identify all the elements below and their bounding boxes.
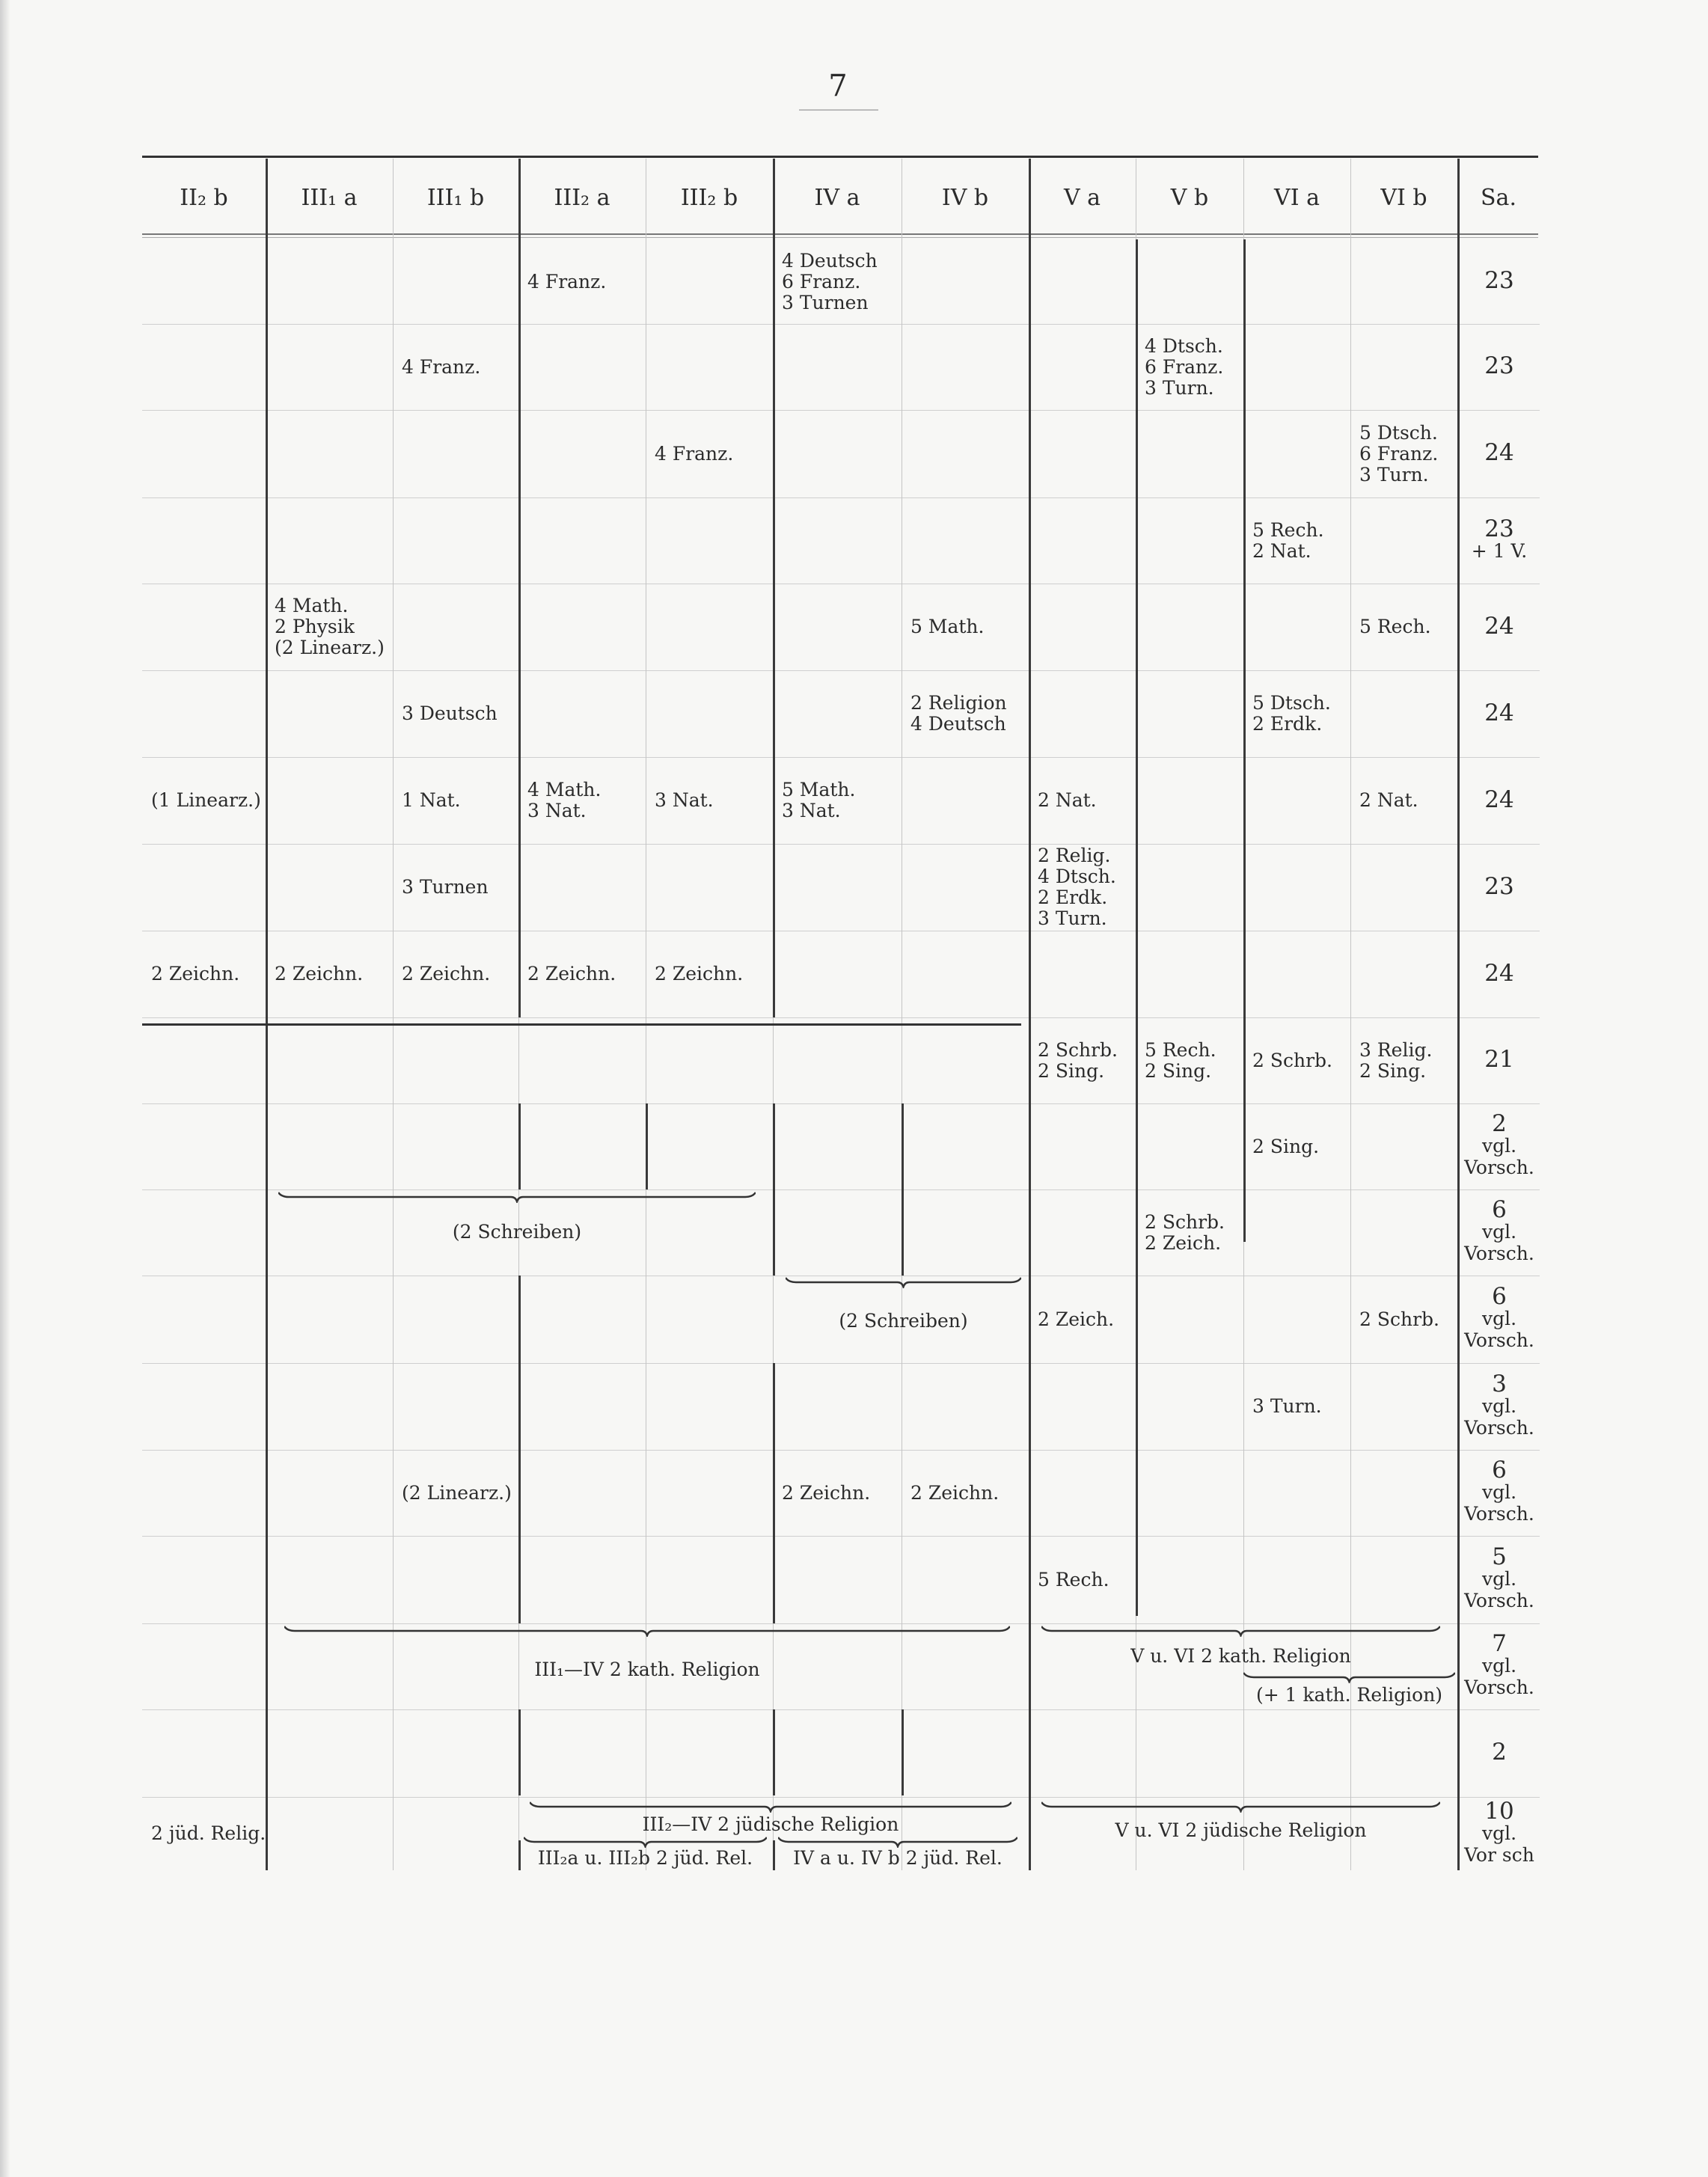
row-separator [142, 324, 1540, 325]
sum-note: vgl. [1481, 1221, 1517, 1243]
row-separator [142, 670, 1540, 671]
column-header: IV a [814, 185, 860, 211]
entry-line: 6 Franz. [782, 270, 861, 293]
sum-value: 5 [1492, 1543, 1507, 1570]
column-header: III₁ b [426, 185, 485, 211]
row-sum [1459, 439, 1540, 466]
grouping-brace [778, 1836, 1017, 1848]
sum-note: vgl. [1481, 1135, 1517, 1157]
entry-line: (2 Linearz.) [402, 1481, 512, 1504]
schedule-entry [1359, 423, 1438, 486]
entry-line: 3 Turn. [1252, 1395, 1322, 1417]
grouping-brace [278, 1191, 756, 1203]
schedule-entry [402, 357, 480, 378]
row-sum [1459, 352, 1540, 379]
page-edge-shadow [0, 0, 10, 2177]
row-sum [1459, 699, 1540, 726]
entry-line: 2 Zeichn. [655, 963, 744, 985]
sum-value: 23 [1484, 872, 1514, 900]
sum-value: 24 [1484, 612, 1514, 640]
entry-line: (1 Linearz.) [151, 789, 261, 811]
entry-line: 2 Zeich. [1145, 1231, 1222, 1254]
entry-line: 2 Zeichn. [151, 963, 240, 985]
schedule-entry [1038, 845, 1116, 929]
row-sum [1459, 1196, 1540, 1264]
sum-value: 24 [1484, 439, 1514, 466]
entry-line: 2 Sing. [1359, 1059, 1427, 1082]
schedule-entry [655, 790, 714, 811]
row-separator [142, 1450, 1540, 1451]
table-top-rule [142, 156, 1538, 158]
column-separator [393, 159, 394, 1870]
spanning-entry-label: III₂—IV 2 jüdische Religion [642, 1813, 899, 1835]
column-rule [1243, 239, 1246, 1242]
entry-line: 4 Dtsch. [1145, 334, 1223, 357]
schedule-entry [402, 703, 498, 724]
row-separator [142, 1017, 1540, 1018]
entry-line: 2 jüd. Relig. [151, 1822, 266, 1844]
schedule-entry [527, 780, 601, 821]
column-header: VI b [1380, 185, 1427, 211]
sum-value: 24 [1484, 786, 1514, 813]
schedule-entry [1359, 616, 1431, 637]
entry-line: 2 Schrb. [1038, 1038, 1118, 1061]
schedule-entry [782, 1483, 870, 1504]
spanning-entry-label: III₁—IV 2 kath. Religion [534, 1659, 760, 1680]
row-sum [1459, 267, 1540, 294]
column-rule [646, 1103, 648, 1189]
entry-line: 2 Zeichn. [910, 1481, 1000, 1504]
spanning-entry-label: V u. VI 2 kath. Religion [1130, 1645, 1351, 1667]
schedule-entry [527, 964, 616, 985]
entry-line: 4 Franz. [655, 442, 734, 465]
column-rule [1457, 159, 1460, 1870]
spanning-entry-label: (2 Schreiben) [839, 1310, 968, 1332]
sum-note: vgl. [1481, 1568, 1517, 1590]
entry-line: 2 Erdk. [1038, 887, 1108, 908]
sum-note: vgl. [1481, 1481, 1517, 1503]
schedule-entry [1252, 1396, 1322, 1417]
sum-note: Vorsch. [1464, 1590, 1534, 1611]
schedule-entry [1038, 1040, 1118, 1082]
column-rule [773, 1103, 775, 1276]
sum-value: 3 [1492, 1370, 1507, 1397]
entry-line: 4 Math. [275, 595, 349, 616]
schedule-entry [402, 877, 489, 898]
row-sum [1459, 1457, 1540, 1525]
spanning-entry-label: (+ 1 kath. Religion) [1255, 1684, 1443, 1706]
row-sum [1459, 959, 1540, 987]
spanning-entry-label: III₂a u. III₂b 2 jüd. Rel. [537, 1847, 753, 1869]
column-rule [902, 1709, 904, 1795]
sum-value: 24 [1484, 959, 1514, 987]
column-header: V a [1063, 185, 1101, 211]
schedule-entry [275, 595, 385, 658]
grouping-brace [524, 1836, 767, 1848]
entry-line: 2 Nat. [1038, 789, 1097, 811]
sum-value: 23 [1484, 515, 1514, 542]
row-sum [1459, 1110, 1540, 1178]
entry-line: 5 Rech. [1252, 518, 1324, 541]
entry-line: 3 Nat. [527, 800, 587, 821]
entry-line: 2 Zeichn. [782, 1481, 871, 1504]
entry-line: 3 Deutsch [402, 702, 498, 724]
row-separator [142, 1797, 1540, 1798]
sum-value: 6 [1492, 1457, 1507, 1484]
row-sum [1459, 786, 1540, 813]
column-header: V b [1170, 185, 1209, 211]
schedule-entry [910, 1483, 999, 1504]
row-separator [142, 1536, 1540, 1537]
entry-line: 1 Nat. [402, 789, 461, 811]
entry-line: 2 Schrb. [1252, 1049, 1332, 1071]
entry-line: 2 Schrb. [1359, 1308, 1439, 1330]
column-rule [518, 159, 521, 1017]
sum-note: vgl. [1481, 1308, 1517, 1329]
header-bottom-rule-2 [142, 237, 1538, 238]
column-rule [518, 1103, 521, 1189]
column-rule [1136, 239, 1138, 1616]
row-separator [142, 1103, 1540, 1104]
grouping-brace [1243, 1671, 1455, 1683]
sum-note: Vorsch. [1464, 1157, 1534, 1178]
schedule-entry [275, 964, 363, 985]
entry-line: 2 Zeich. [1038, 1308, 1115, 1330]
sum-value: 23 [1484, 352, 1514, 379]
column-separator [1350, 159, 1351, 1870]
grouping-brace [530, 1801, 1011, 1813]
column-rule [266, 159, 268, 1870]
schedule-entry [151, 1823, 266, 1844]
sum-note: Vor sch [1464, 1843, 1534, 1866]
entry-line: 4 Deutsch [910, 713, 1006, 735]
entry-line: 3 Nat. [782, 800, 841, 821]
schedule-entry [1359, 790, 1418, 811]
grouping-brace [1041, 1801, 1440, 1813]
column-rule [902, 1103, 904, 1276]
sum-note: Vorsch. [1464, 1329, 1534, 1351]
grouping-brace [284, 1625, 1010, 1637]
row-separator [142, 844, 1540, 845]
sum-note: vgl. [1481, 1822, 1517, 1844]
row-separator [142, 1363, 1540, 1364]
sum-value: 2 [1492, 1739, 1507, 1766]
schedule-entry [1359, 1309, 1439, 1330]
entry-line: 5 Rech. [1145, 1038, 1216, 1061]
column-rule [518, 1276, 521, 1623]
grouping-brace [786, 1276, 1021, 1288]
entry-line: 3 Turn. [1145, 376, 1214, 399]
column-rule [518, 1840, 521, 1870]
sum-value: 23 [1484, 267, 1514, 294]
spanning-entry-label: IV a u. IV b 2 jüd. Rel. [793, 1847, 1003, 1869]
schedule-entry [1252, 1050, 1332, 1071]
row-sum [1459, 612, 1540, 640]
sum-note: vgl. [1481, 1655, 1517, 1677]
entry-line: 2 Nat. [1359, 789, 1418, 811]
schedule-entry [782, 251, 878, 313]
column-header: III₁ a [301, 185, 358, 211]
entry-line: 5 Rech. [1038, 1568, 1109, 1590]
sum-value: 21 [1484, 1046, 1514, 1073]
schedule-entry [655, 964, 743, 985]
schedule-entry [527, 272, 606, 293]
schedule-entry [782, 780, 855, 821]
column-rule [266, 1709, 268, 1795]
row-sum [1459, 1630, 1540, 1698]
sum-value: 2 [1492, 1110, 1507, 1137]
entry-line: 2 Relig. [1038, 845, 1111, 866]
entry-line: 3 Turnen [402, 876, 489, 898]
row-sum [1459, 515, 1540, 562]
schedule-entry [402, 790, 461, 811]
sum-note: Vorsch. [1464, 1503, 1534, 1525]
entry-line: 2 Zeichn. [275, 963, 364, 985]
entry-line: 3 Relig. [1359, 1038, 1433, 1061]
schedule-entry [151, 790, 261, 811]
schedule-entry [1252, 693, 1331, 735]
entry-line: 2 Sing. [1038, 1059, 1105, 1082]
entry-line: 3 Turn. [1359, 463, 1429, 486]
row-separator [142, 410, 1540, 411]
column-rule [1029, 159, 1031, 1870]
entry-line: 2 Physik [275, 616, 355, 637]
entry-line: 5 Dtsch. [1252, 692, 1331, 714]
row-separator [142, 1709, 1540, 1710]
schedule-entry [1038, 1570, 1109, 1590]
row-sum [1459, 1543, 1540, 1611]
row-separator [142, 757, 1540, 758]
row-sum [1459, 1370, 1540, 1439]
sum-value: 6 [1492, 1196, 1507, 1223]
entry-line: 2 Sing. [1252, 1135, 1320, 1157]
entry-line: 5 Dtsch. [1359, 421, 1438, 444]
schedule-entry [1145, 336, 1223, 399]
sum-value: 7 [1492, 1630, 1507, 1657]
schedule-entry [655, 444, 733, 465]
schedule-entry [402, 1483, 512, 1504]
spanning-entry-label: (2 Schreiben) [452, 1221, 582, 1243]
schedule-entry [1038, 790, 1097, 811]
entry-line: 2 Religion [910, 692, 1007, 714]
schedule-entry [402, 964, 490, 985]
sum-note: vgl. [1481, 1394, 1517, 1417]
entry-line: (2 Linearz.) [275, 637, 385, 658]
row-separator [142, 497, 1540, 498]
entry-line: 5 Rech. [1359, 616, 1431, 637]
section-rule [142, 1023, 1021, 1026]
sum-note: Vorsch. [1464, 1677, 1534, 1698]
entry-line: 4 Franz. [402, 355, 481, 378]
schedule-entry [1359, 1040, 1432, 1082]
entry-line: 2 Zeichn. [402, 963, 491, 985]
entry-line: 2 Nat. [1252, 539, 1311, 562]
page-number: 7 [828, 69, 848, 103]
row-sum [1459, 1797, 1540, 1866]
column-rule [773, 159, 775, 1017]
entry-line: 2 Sing. [1145, 1059, 1212, 1082]
column-header: II₂ b [180, 185, 228, 211]
sum-value: 24 [1484, 699, 1514, 726]
sum-value: 10 [1484, 1797, 1514, 1825]
entry-line: 3 Nat. [655, 789, 714, 811]
column-header: III₂ b [680, 185, 738, 211]
spanning-entry-label: V u. VI 2 jüdische Religion [1115, 1819, 1367, 1841]
column-rule [1029, 1709, 1031, 1795]
column-header: Sa. [1481, 185, 1516, 211]
row-sum [1459, 1046, 1540, 1073]
column-header: III₂ a [554, 185, 610, 211]
column-header: VI a [1274, 185, 1320, 211]
entry-line: 4 Franz. [527, 270, 607, 293]
schedule-entry [151, 964, 239, 985]
schedule-entry [1252, 520, 1324, 562]
header-bottom-rule [142, 233, 1538, 235]
row-sum [1459, 872, 1540, 900]
entry-line: 3 Turn. [1038, 907, 1107, 929]
entry-line: 4 Dtsch. [1038, 866, 1116, 887]
entry-line: 5 Math. [782, 779, 856, 800]
row-sum [1459, 1739, 1540, 1766]
entry-line: 2 Erdk. [1252, 713, 1323, 735]
sum-note: Vorsch. [1464, 1416, 1534, 1439]
sum-note: Vorsch. [1464, 1243, 1534, 1264]
column-rule [773, 1363, 775, 1623]
schedule-entry [910, 616, 984, 637]
row-separator [142, 1623, 1540, 1624]
entry-line: 3 Turnen [782, 291, 869, 313]
row-sum [1459, 1283, 1540, 1351]
entry-line: 4 Math. [527, 779, 602, 800]
sum-note: + 1 V. [1471, 539, 1528, 562]
entry-line: 6 Franz. [1145, 355, 1224, 378]
row-separator [142, 1189, 1540, 1190]
column-rule [773, 1840, 775, 1870]
schedule-entry [1145, 1212, 1225, 1254]
column-rule [773, 1709, 775, 1795]
sum-value: 6 [1492, 1283, 1507, 1310]
schedule-entry [910, 693, 1007, 735]
schedule-entry [1038, 1309, 1114, 1330]
entry-line: 5 Math. [910, 616, 985, 637]
entry-line: 4 Deutsch [782, 249, 878, 272]
grouping-brace [1041, 1625, 1440, 1637]
schedule-entry [1145, 1040, 1216, 1082]
entry-line: 2 Schrb. [1145, 1210, 1225, 1233]
entry-line: 2 Zeichn. [527, 963, 616, 985]
column-header: IV b [941, 185, 989, 211]
column-rule [518, 1709, 521, 1795]
page-number-rule [799, 109, 878, 111]
schedule-entry [1252, 1136, 1319, 1157]
entry-line: 6 Franz. [1359, 442, 1439, 465]
